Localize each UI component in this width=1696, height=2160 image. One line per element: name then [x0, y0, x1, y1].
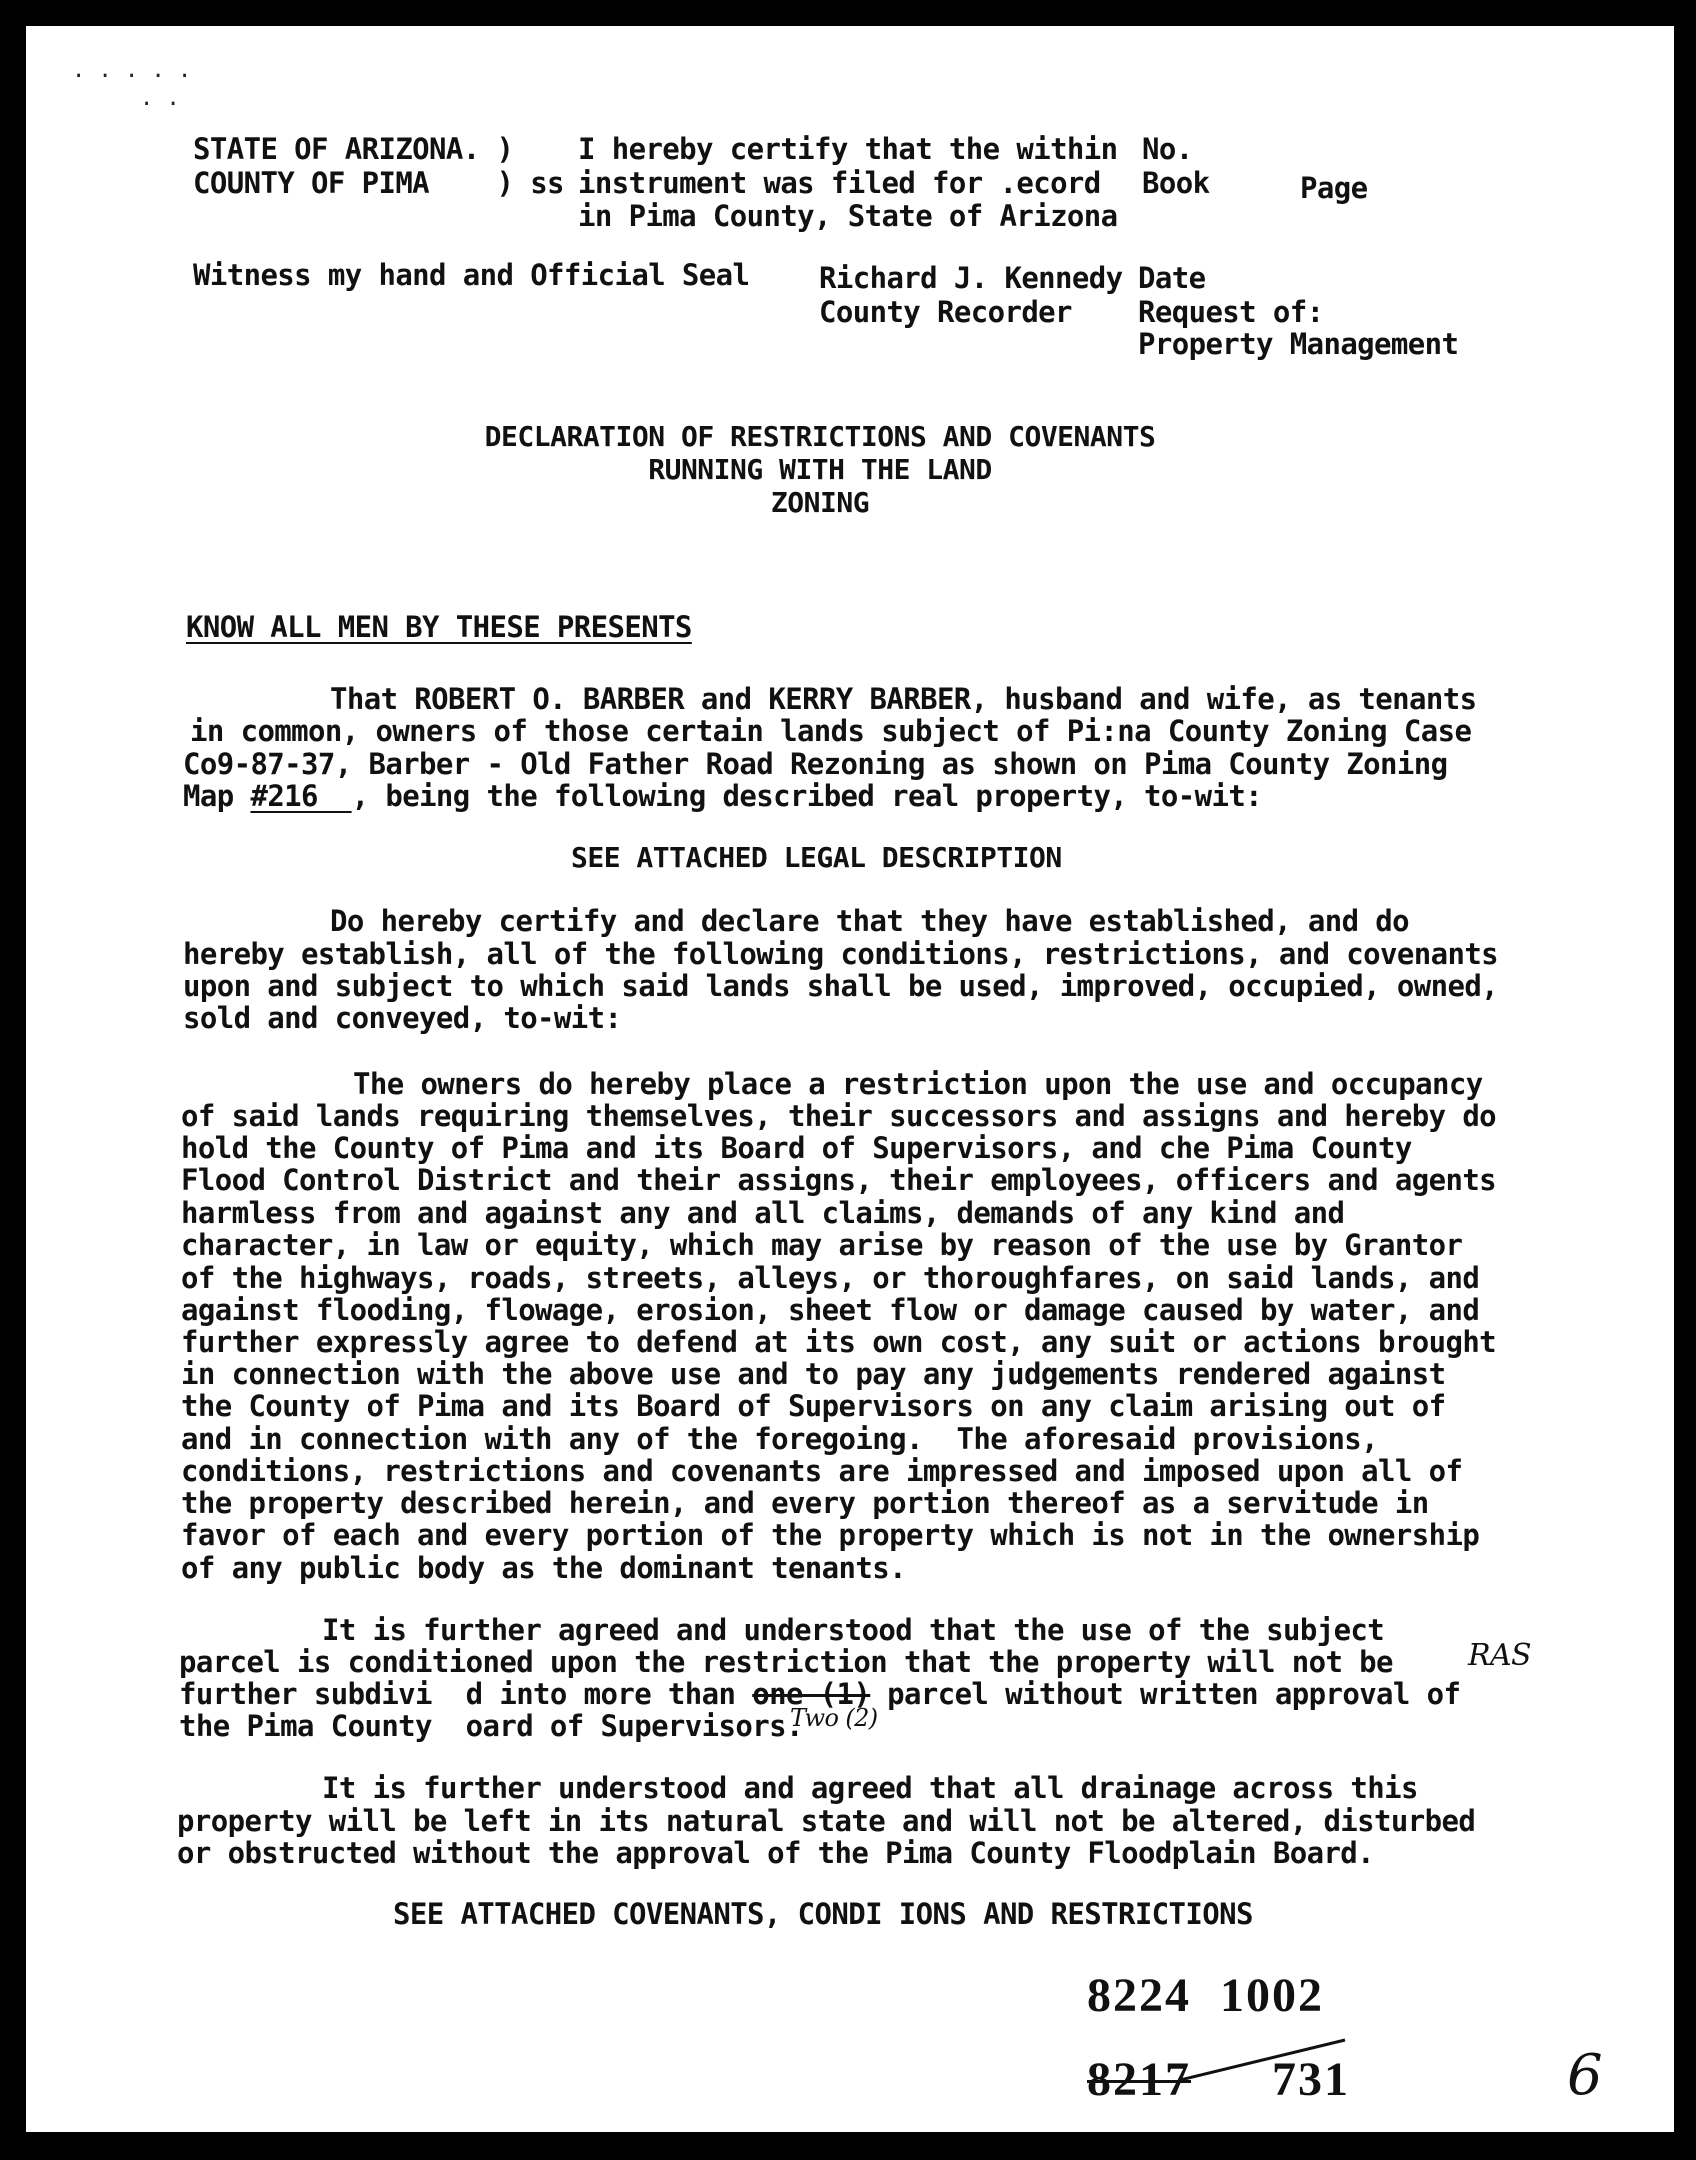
see-attached-covenants: SEE ATTACHED COVENANTS, CONDI IONS AND RESTRICTIONS — [393, 1897, 1253, 1931]
state-line: STATE OF ARIZONA. ) — [193, 132, 514, 166]
strike-line — [1180, 2032, 1350, 2082]
para3-line-15: favor of each and every portion of the property which is not in the ownership — [181, 1518, 1480, 1552]
title-line-1: DECLARATION OF RESTRICTIONS AND COVENANTS — [484, 420, 1156, 453]
witness-line: Witness my hand and Official Seal — [193, 258, 750, 292]
scan-border-left — [0, 0, 26, 2160]
para3-line-2: of said lands requiring themselves, their successors and assigns and hereby do — [181, 1099, 1497, 1133]
request-value: Property Management — [1138, 327, 1459, 361]
request-label: Request of: — [1138, 295, 1324, 329]
title-line-2: RUNNING WITH THE LAND — [648, 453, 992, 486]
recorder-name: Richard J. Kennedy — [819, 261, 1123, 295]
no-label: No. — [1142, 132, 1193, 166]
recording-page-number: 1002 — [1220, 1969, 1324, 2022]
para1-line-3: Co9-87-37, Barber - Old Father Road Rezoning as shown on Pima County Zoning — [183, 747, 1448, 781]
handwritten-insert: Two (2) — [790, 1704, 878, 1732]
certify-line-1: I hereby certify that the within — [578, 132, 1118, 166]
para5-line-3: or obstructed without the approval of the Pima County Floodplain Board. — [177, 1836, 1375, 1870]
para3-line-9: further expressly agree to defend at its own cost, any suit or actions brought — [181, 1325, 1497, 1359]
see-legal-description: SEE ATTACHED LEGAL DESCRIPTION — [571, 841, 1062, 874]
para3-line-7: of the highways, roads, streets, alleys, or thoroughfares, on said lands, and — [181, 1261, 1480, 1295]
certify-line-2: instrument was filed for .ecord — [578, 166, 1101, 200]
old-page-number: 731 — [1272, 2053, 1350, 2106]
struck-parcel-count: one (1) — [752, 1677, 871, 1711]
para2-line-4: sold and conveyed, to-wit: — [183, 1001, 622, 1035]
book-label: Book — [1142, 166, 1210, 200]
para4-line-4: the Pima County oard of Supervisors. — [179, 1709, 803, 1743]
para4-line-3-rest: parcel without written approval of — [870, 1677, 1461, 1711]
scan-border-right — [1674, 0, 1696, 2160]
para3-line-16: of any public body as the dominant tenants. — [181, 1551, 906, 1585]
zoning-map-number: #216 — [250, 779, 352, 813]
para4-line-2: parcel is conditioned upon the restriction that the property will not be — [179, 1645, 1393, 1679]
para3-line-3: hold the County of Pima and its Board of Supervisors, and che Pima County — [181, 1131, 1412, 1165]
date-label: Date — [1138, 261, 1206, 295]
para2-line-2: hereby establish, all of the following conditions, restrictions, and covenants — [183, 937, 1499, 971]
page-label: Page — [1300, 171, 1368, 205]
county-line: COUNTY OF PIMA ) ss — [193, 166, 564, 200]
recorder-title: County Recorder — [819, 295, 1072, 329]
scan-speckle-2: · · — [140, 92, 180, 117]
para1-line-4 — [183, 780, 1262, 812]
para3-line-4: Flood Control District and their assigns, their employees, officers and agents — [181, 1163, 1497, 1197]
para3-line-14: the property described herein, and every portion thereof as a servitude in — [181, 1486, 1429, 1520]
handwritten-initials: RAS — [1468, 1638, 1532, 1673]
recording-book-number: 8224 — [1087, 1969, 1191, 2022]
para4-line-1: It is further agreed and understood that the use of the subject — [322, 1613, 1385, 1647]
para3-line-8: against flooding, flowage, erosion, sheet flow or damage caused by water, and — [181, 1293, 1480, 1327]
title-line-3: ZONING — [770, 486, 870, 519]
scan-border-bottom — [0, 2132, 1696, 2160]
para3-line-10: in connection with the above use and to pay any judgements rendered against — [181, 1357, 1446, 1391]
para1-line-2: in common, owners of those certain lands subject of Pi:na County Zoning Case — [190, 714, 1472, 748]
para3-line-12: and in connection with any of the foregoing. The aforesaid provisions, — [181, 1422, 1379, 1456]
para3-line-1: The owners do hereby place a restriction upon the use and occupancy — [353, 1067, 1483, 1101]
handwritten-page-number: 6 — [1567, 2043, 1603, 2108]
para3-line-5: harmless from and against any and all claims, demands of any kind and — [181, 1196, 1345, 1230]
para1-line-4-rest: , being the following described real property, to-wit: — [351, 779, 1263, 813]
para2-line-1: Do hereby certify and declare that they have established, and do — [330, 904, 1410, 938]
para5-line-2: property will be left in its natural state and will not be altered, disturbed — [177, 1804, 1476, 1838]
para3-line-13: conditions, restrictions and covenants are impressed and imposed upon all of — [181, 1454, 1463, 1488]
para3-line-6: character, in law or equity, which may arise by reason of the use by Grantor — [181, 1228, 1463, 1262]
scan-speckle: · · · · · — [72, 64, 192, 89]
certify-line-3: in Pima County, State of Arizona — [578, 199, 1118, 233]
know-all-heading: KNOW ALL MEN BY THESE PRESENTS — [186, 610, 692, 644]
para3-line-11: the County of Pima and its Board of Supervisors on any claim arising out of — [181, 1389, 1446, 1423]
old-book-number: 8217 — [1087, 2053, 1191, 2106]
scan-border-top — [0, 0, 1696, 26]
para1-map-prefix: Map — [183, 779, 251, 813]
para2-line-3: upon and subject to which said lands shall be used, improved, occupied, owned, — [183, 969, 1499, 1003]
para5-line-1: It is further understood and agreed that all drainage across this — [322, 1771, 1418, 1805]
para4-line-3-start: further subdivi d into more than — [179, 1677, 753, 1711]
para1-line-1: That ROBERT O. BARBER and KERRY BARBER, husband and wife, as tenants — [330, 682, 1477, 716]
